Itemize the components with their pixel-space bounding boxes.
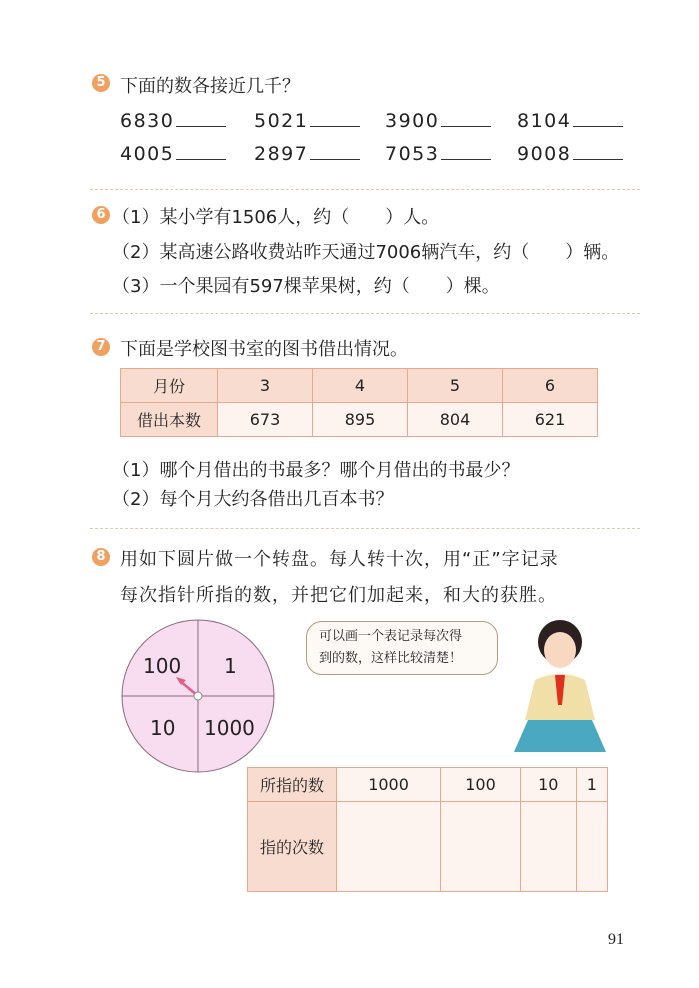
tally-cell[interactable] bbox=[337, 802, 441, 892]
answer-blank[interactable] bbox=[573, 126, 623, 127]
wheel-label: 1000 bbox=[204, 716, 255, 740]
divider bbox=[90, 528, 640, 529]
month-cell: 5 bbox=[408, 369, 503, 403]
value-cell: 10 bbox=[520, 768, 576, 802]
tally-cell[interactable] bbox=[441, 802, 521, 892]
header-pointed-number: 所指的数 bbox=[248, 768, 337, 802]
q5-number-item bbox=[517, 143, 623, 165]
q8-line-2: 每次指针所指的数，并把它们加起来，和大的获胜。 bbox=[120, 585, 557, 606]
library-table bbox=[120, 368, 598, 437]
wheel-label: 10 bbox=[150, 716, 176, 740]
speech-bubble bbox=[306, 621, 498, 675]
value-cell: 100 bbox=[441, 768, 521, 802]
header-times: 指的次数 bbox=[248, 802, 337, 892]
q6-item-3: （3）一个果园有597棵苹果树，约（ ）棵。 bbox=[112, 276, 500, 297]
wheel-label: 100 bbox=[143, 654, 182, 678]
divider bbox=[90, 313, 640, 314]
tally-cell[interactable] bbox=[520, 802, 576, 892]
q5-number-item bbox=[385, 110, 491, 132]
question-badge-5: 5 bbox=[92, 74, 110, 92]
divider bbox=[90, 189, 640, 190]
answer-blank[interactable] bbox=[573, 159, 623, 160]
value-cell: 1000 bbox=[337, 768, 441, 802]
tally-cell[interactable] bbox=[576, 802, 607, 892]
q5-title: 下面的数各接近几千？ bbox=[120, 76, 300, 97]
q5-number-item bbox=[517, 110, 623, 132]
q7-item-1: （1）哪个月借出的书最多？哪个月借出的书最少？ bbox=[112, 460, 520, 481]
header-month: 月份 bbox=[121, 369, 218, 403]
wheel-label: 1 bbox=[224, 654, 237, 678]
bubble-line: 到的数，这样比较清楚！ bbox=[319, 651, 463, 666]
count-cell: 804 bbox=[408, 403, 503, 437]
q7-title: 下面是学校图书室的图书借出情况。 bbox=[120, 339, 408, 360]
count-cell: 621 bbox=[503, 403, 598, 437]
q5-number-item bbox=[385, 143, 491, 165]
spin-record-table bbox=[247, 767, 608, 892]
answer-blank[interactable] bbox=[176, 126, 226, 127]
answer-blank[interactable] bbox=[310, 159, 360, 160]
number-value: 8104 bbox=[517, 110, 572, 132]
value-cell: 1 bbox=[576, 768, 607, 802]
number-value: 9008 bbox=[517, 143, 572, 165]
answer-blank[interactable] bbox=[310, 126, 360, 127]
bubble-line: 可以画一个表记录每次得 bbox=[319, 629, 463, 644]
q5-number-item bbox=[254, 143, 360, 165]
answer-blank[interactable] bbox=[441, 126, 491, 127]
q8-line-1: 用如下圆片做一个转盘。每人转十次，用“正”字记录 bbox=[120, 549, 559, 570]
question-badge-6: 6 bbox=[92, 206, 110, 224]
page-number: 91 bbox=[608, 931, 624, 948]
header-count: 借出本数 bbox=[121, 403, 218, 437]
question-badge-8: 8 bbox=[92, 548, 110, 566]
answer-blank[interactable] bbox=[441, 159, 491, 160]
spinner-wheel bbox=[120, 618, 276, 774]
month-cell: 4 bbox=[313, 369, 408, 403]
q5-number-item bbox=[120, 110, 226, 132]
question-badge-7: 7 bbox=[92, 338, 110, 356]
number-value: 4005 bbox=[120, 143, 175, 165]
girl-illustration bbox=[510, 620, 610, 752]
q5-number-item bbox=[254, 110, 360, 132]
month-cell: 3 bbox=[218, 369, 313, 403]
count-cell: 895 bbox=[313, 403, 408, 437]
number-value: 5021 bbox=[254, 110, 309, 132]
number-value: 7053 bbox=[385, 143, 440, 165]
answer-blank[interactable] bbox=[176, 159, 226, 160]
q5-number-item bbox=[120, 143, 226, 165]
number-value: 2897 bbox=[254, 143, 309, 165]
q6-item-2: （2）某高速公路收费站昨天通过7006辆汽车，约（ ）辆。 bbox=[112, 242, 620, 263]
q7-item-2: （2）每个月大约各借出几百本书？ bbox=[112, 489, 394, 510]
month-cell: 6 bbox=[503, 369, 598, 403]
q6-item-1: （1）某小学有1506人，约（ ）人。 bbox=[112, 207, 440, 228]
count-cell: 673 bbox=[218, 403, 313, 437]
number-value: 3900 bbox=[385, 110, 440, 132]
number-value: 6830 bbox=[120, 110, 175, 132]
